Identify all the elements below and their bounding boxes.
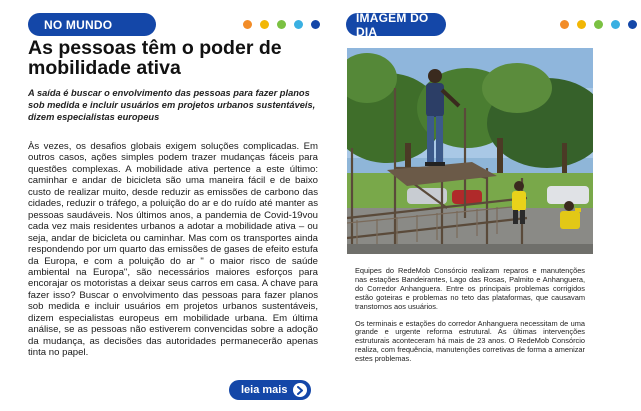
dot-orange [560,20,569,29]
dot-orange [243,20,252,29]
section-badge-no-mundo [28,13,156,36]
section-badge-label: IMAGEM DO DIA [356,10,429,39]
dot-blue [311,20,320,29]
dot-green [594,20,603,29]
dot-blue [628,20,637,29]
dot-green [277,20,286,29]
decorative-dots [560,20,637,29]
section-badge-label: NO MUNDO [44,17,113,32]
article-body: Às vezes, os desafios globais exigem soluções complicadas. Em outros casos, ações simples podem trazer mudanças fáceis para questões complexas. A mobilidade ativa pertence a este último: caminhar e andar de bicicleta são uma maneira fácil e de baixo custo de realizar muito, desde reduzir as emissões de carbono das cidades, reduzir o tráfego, a poluição do ar e do ruído até manter as pessoas saudáveis. Nos últimos anos, a pandemia de Covid-19vou cada vez mais residentes urbanos a adotar a mobilidade ativa – ou seja, andar de bicicleta ou caminhar. Mas com os transportes ainda respondendo por um quarto das emissões de gases de efeito estufa da Europa, e com a poluição do ar " o maior risco de saúde ambiental na Europa", são necessários maiores esforços para encorajar os motoristas a deixar seus carros em casa. A chave para fazer isso? Buscar o envolvimento das pessoas para fazer planos sob medida e incluir usuários em projetos urbanos sustentáveis, dizem especialistas europeus em mobilidade urbana. Em última análise, se as pessoas não estiverem convencidas sobre a adoção da mudança, as decisões das autoridades permanecerão apenas tinta no papel. [28,141,318,359]
dot-light-blue [611,20,620,29]
photo-caption [355,267,585,364]
dot-yellow [577,20,586,29]
caption-paragraph-2: Os terminais e estações do corredor Anhanguera necessitam de uma grande e urgente reforma estrutural. As últimas intervenções estruturais aconteceram há mais de 23 anos. O RedeMob Consórcio realiza, com frequência, manutenções corretivas de forma a amenizar estes problemas. [355,318,585,364]
dot-light-blue [294,20,303,29]
dot-yellow [260,20,269,29]
read-more-button[interactable] [229,380,311,400]
decorative-dots [243,20,320,29]
read-more-label: leia mais [241,384,288,396]
article-subtitle: A saída é buscar o envolvimento das pessoas para fazer planos sob medida e incluir usuários em projetos urbanos sustentáveis, dizem especialistas europeus [28,88,316,122]
workers-on-scaffolding-photo [347,48,593,254]
article-headline: As pessoas têm o poder de mobilidade ativa [28,37,282,79]
section-badge-imagem-do-dia [346,10,446,39]
caption-paragraph-1: Equipes do RedeMob Consórcio realizam reparos e manutenções nas estações Bandeirantes, Lago das Rosas, Palmito e Anhanguera, do Corredor Anhanguera. Entre os principais problemas corrigidos estão goteiras e problemas no teto das plataformas, que causavam transtornos aos usuários. [355,266,585,311]
chevron-right-icon [293,383,307,397]
